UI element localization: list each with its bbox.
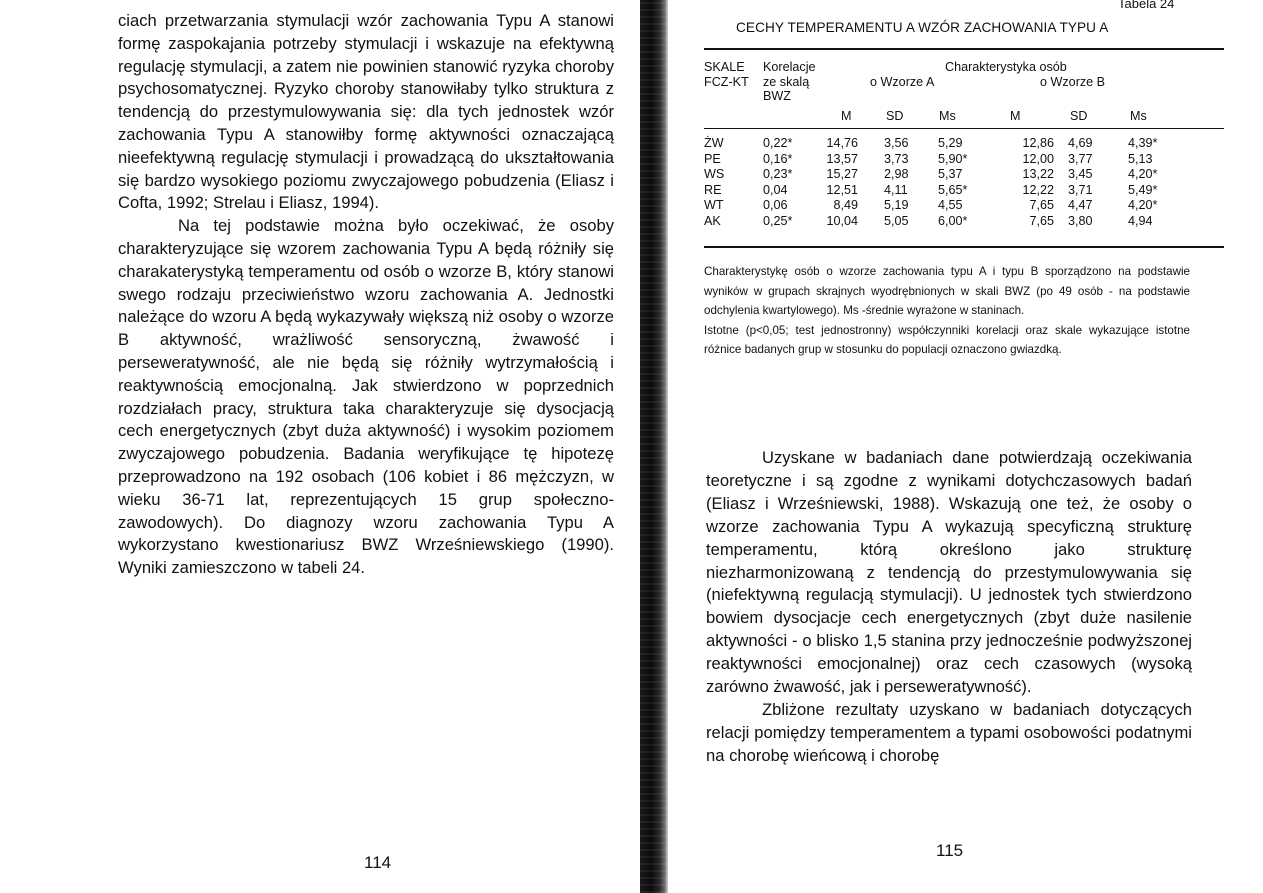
- table-row-label: WT: [704, 198, 724, 213]
- header-group: Charakterystyka osób: [945, 60, 1067, 74]
- table-cell: 7,65: [1029, 214, 1054, 228]
- left-paragraph-1: ciach przetwarzania stymulacji wzór zachowania Typu A stanowi formę zaspokajania potrzeby stymulacji i wskazuje na efektywną regulację stymulacji, a zatem nie powinien stanowić ryzyka choroby psychosomatycznej. Ryzyko choroby stanowiłaby tylko struktura z tendencją do przestymulowywania się: dla tych jednostek wzór zachowania Typu A stanowiłby formę aktywności oznaczającą nieefektywną regulację stymulacji i prowadzącą do ukształtowania się bardzo wysokiego poziomu zwyczajowego pobudzenia (Eliasz i Cofta, 1992; Strelau i Eliasz, 1994).: [118, 11, 614, 213]
- header-group-a: o Wzorze A: [870, 75, 935, 89]
- table-cell: 3,45: [1068, 167, 1093, 182]
- header-skale-1: SKALE: [704, 60, 745, 74]
- table-cell: 10,04: [826, 214, 858, 228]
- table-cell: 3,56: [884, 136, 909, 150]
- table-cell: 5,29: [938, 136, 963, 150]
- table-cell: 13,22: [1022, 167, 1054, 182]
- table-cell: 12,22: [1022, 182, 1054, 197]
- header-group-b: o Wzorze B: [1040, 75, 1106, 89]
- table-cell: 3,80: [1068, 214, 1093, 228]
- table-cell: 13,57: [826, 151, 858, 166]
- table-cell: 0,23*: [763, 167, 793, 182]
- table-cell: 2,98: [884, 167, 909, 182]
- right-page: [668, 0, 1263, 893]
- table-cell: 4,47: [1068, 198, 1093, 213]
- table-note-2: Istotne (p<0,05; test jednostronny) współczynniki korelacji oraz skale wykazujące istotne różnice badanych grup w stosunku do populacji oznaczono gwiazdką.: [704, 323, 1190, 357]
- table-row-label: WS: [704, 167, 725, 182]
- header-korelacje-1: Korelacje: [763, 60, 816, 74]
- table-row-label: PE: [704, 151, 721, 166]
- table-row-label: ŻW: [704, 136, 724, 150]
- table-notes: [704, 262, 1190, 360]
- table-rule-bottom: [704, 246, 1224, 248]
- table-cell: 3,71: [1068, 182, 1093, 197]
- table-cell: 12,51: [826, 182, 858, 197]
- table-rule-top: [704, 48, 1224, 50]
- table-cell: 0,16*: [763, 151, 793, 166]
- table-cell: 4,94: [1128, 214, 1153, 228]
- table-cell: 4,55: [938, 198, 963, 213]
- table-cell: 3,73: [884, 151, 909, 166]
- table-cell: 5,49*: [1128, 182, 1158, 197]
- header-korelacje-3: BWZ: [763, 89, 791, 103]
- table-cell: 0,04: [763, 182, 788, 197]
- right-page-body: [706, 447, 1192, 768]
- table-cell: 0,22*: [763, 136, 793, 150]
- subheader-ms-a: Ms: [939, 109, 956, 123]
- left-page-body: [118, 10, 614, 580]
- table-cell: 5,90*: [938, 151, 968, 166]
- table-rule-middle: [704, 128, 1224, 129]
- subheader-sd-a: SD: [886, 109, 904, 123]
- table-cell: 4,20*: [1128, 198, 1158, 213]
- header-skale-2: FCZ-KT: [704, 75, 749, 89]
- subheader-ms-b: Ms: [1130, 109, 1147, 123]
- table-cell: 8,49: [833, 198, 858, 213]
- table-cell: 4,20*: [1128, 167, 1158, 182]
- table-cell: 5,65*: [938, 182, 968, 197]
- header-korelacje-2: ze skalą: [763, 75, 810, 89]
- page-number-left: 114: [364, 853, 392, 872]
- right-paragraph-1: Uzyskane w badaniach dane potwierdzają oczekiwania teoretyczne i są zgodne z wynikami dotychczasowych badań (Eliasz i Wrześniewski, 1988). Wskazują one też, że osoby o wzorze zachowania Typu A wykazują specyficzną strukturę temperamentu, którą określono jako strukturę niezharmonizowaną z tendencją do przestymulowywania się (niefektywną regulacją stymulacji). U jednostek tych stwierdzono bowiem dysocjacje cech energetycznych (zbyt duże nasilenie aktywności - o blisko 1,5 stanina przy jednocześnie podwyższonej reaktywności emocjonalnej) oraz cech czasowych (wysoką zarówno żwawość, jak i perseweratywność).: [706, 448, 1192, 697]
- table-cell: 7,65: [1029, 198, 1054, 213]
- table-cell: 14,76: [826, 136, 858, 150]
- table-cell: 5,37: [938, 167, 963, 182]
- subheader-sd-b: SD: [1070, 109, 1088, 123]
- book-gutter: [640, 0, 668, 893]
- page-number-right: 115: [936, 841, 964, 860]
- table-cell: 12,00: [1022, 151, 1054, 166]
- table-cell: 4,39*: [1128, 136, 1158, 150]
- table-title: CECHY TEMPERAMENTU A WZÓR ZACHOWANIA TYPU A: [736, 20, 1109, 35]
- right-paragraph-2: Zbliżone rezultaty uzyskano w badaniach dotyczących relacji pomiędzy temperamentem a typami osobowości podatnymi na chorobę wieńcową i chorobę: [706, 699, 1192, 765]
- table-row-label: RE: [704, 182, 722, 197]
- table-cell: 0,06: [763, 198, 788, 213]
- table-cell: 0,25*: [763, 214, 793, 228]
- table-row-label: AK: [704, 214, 721, 228]
- left-paragraph-2: Na tej podstawie można było oczekiwać, że osoby charakteryzujące się wzorem zachowania Typu A będą różniły się charakaterystyką temperamentu od osób o wzorze B, który stanowi swego rodzaju przeciwieństwo wzoru zachowania A. Jednostki należące do wzoru A będą wykazywały większą niż osoby o wzorze B aktywność, wrażliwość sensoryczną, żwawość i perseweratywność, ale nie będą się różniły wytrzymałością i reaktywnością emocjonalną. Jak stwierdzono w poprzednich rozdziałach pracy, struktura taka charakteryzuje się dysocjacją cech energetycznych (zbyt duża aktywność) i wysokim poziomem zwyczajowego pobudzenia. Badania weryfikujące tę hipotezę przeprowadzono na 192 osobach (106 kobiet i 86 mężczyzn, w wieku 36-71 lat, reprezentujących 15 grup społeczno-zawodowych). Do diagnozy wzoru zachowania Typu A wykorzystano kwestionariusz BWZ Wrześniewskiego (1990). Wyniki zamieszczono w tabeli 24.: [118, 216, 614, 578]
- table-note-1: Charakterystykę osób o wzorze zachowania typu A i typu B sporządzono na podstawie wyników w grupach skrajnych wyodrębnionych w skali BWZ (po 49 osób - na podstawie odchylenia kwartylowego). Ms -średnie wyrażone w staninach.: [704, 265, 1190, 318]
- table-cell: 4,11: [884, 182, 908, 197]
- table-cell: 12,86: [1022, 136, 1054, 150]
- table-cell: 5,19: [884, 198, 909, 213]
- table-cell: 5,05: [884, 214, 909, 228]
- table-cell: 3,77: [1068, 151, 1093, 166]
- table-cell: 6,00*: [938, 214, 968, 228]
- table-cell: 5,13: [1128, 151, 1153, 166]
- table-cell: 15,27: [826, 167, 858, 182]
- table-label: Tabela 24: [1118, 0, 1175, 11]
- table-cell: 4,69: [1068, 136, 1093, 150]
- subheader-m-a: M: [841, 109, 852, 123]
- subheader-m-b: M: [1010, 109, 1021, 123]
